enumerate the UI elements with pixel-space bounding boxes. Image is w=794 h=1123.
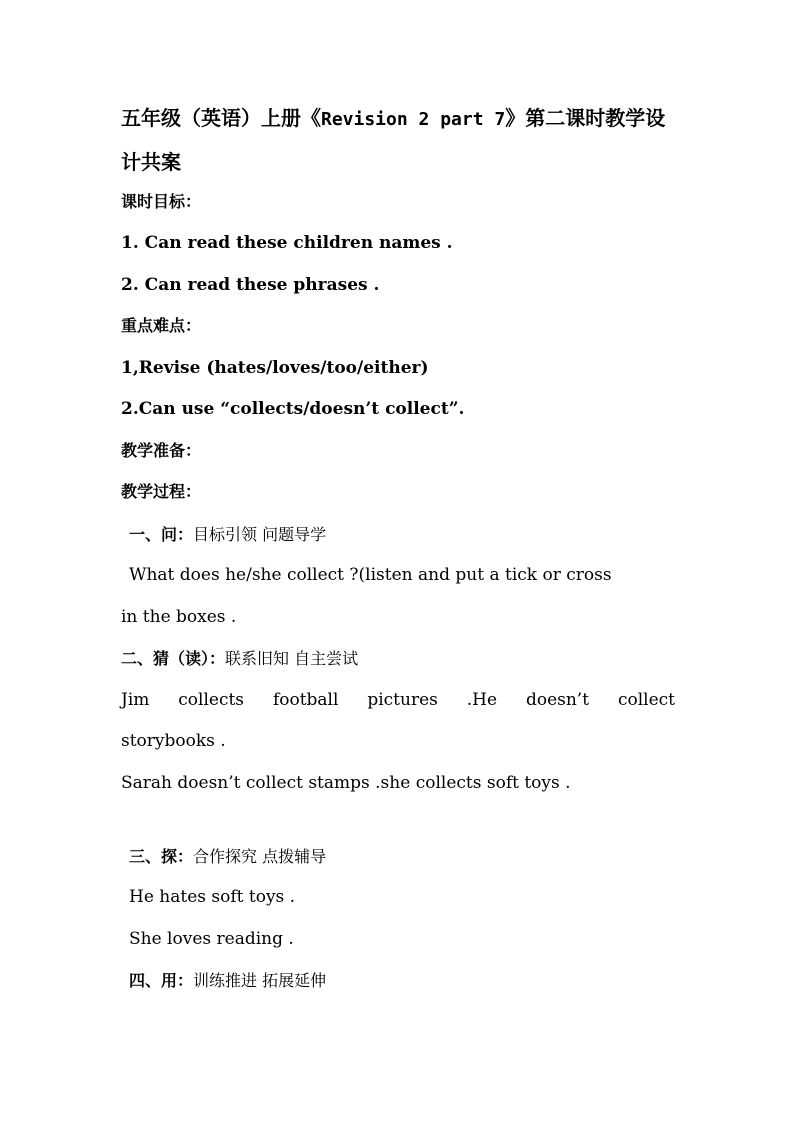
step-2-label: 二、猜（读）：	[121, 649, 226, 668]
process-heading: 教学过程：	[121, 482, 202, 501]
step-1-heading	[129, 522, 326, 547]
step-2-word: collects	[178, 690, 245, 710]
step-3-label: 三、探：	[129, 847, 194, 866]
step-2-word: football	[272, 690, 339, 710]
objective-2: 2. Can read these phrases .	[121, 275, 380, 295]
step-3-description: 合作探究 点拨辅导	[193, 847, 327, 866]
key-point-1: 1,Revise (hates/loves/too/either)	[121, 358, 429, 378]
step-1-label: 一、问：	[129, 525, 194, 544]
step-3-text-line-1: He hates soft toys .	[129, 887, 296, 907]
title-suffix: 》第二课时教学设计共案	[121, 106, 666, 174]
step-2-word: Jim	[121, 690, 150, 710]
step-3-heading	[129, 844, 326, 869]
step-2-heading	[121, 646, 358, 671]
step-3-text-line-2: She loves reading .	[129, 929, 294, 949]
step-2-word: doesn’t	[525, 690, 590, 710]
step-1-text-line-2: in the boxes .	[121, 607, 237, 627]
objectives-heading: 课时目标：	[121, 192, 202, 211]
step-2-word: pictures	[367, 690, 438, 710]
key-points-heading: 重点难点：	[121, 316, 202, 335]
preparation-heading: 教学准备：	[121, 441, 202, 460]
title-prefix: 五年级（英语）上册《	[121, 106, 321, 130]
objective-1: 1. Can read these children names .	[121, 233, 453, 253]
step-1-description: 目标引领 问题导学	[193, 525, 327, 544]
step-4-label: 四、用：	[129, 971, 194, 990]
step-4-heading	[129, 968, 326, 993]
step-2-text-line-3: Sarah doesn’t collect stamps .she collects soft toys .	[121, 773, 571, 793]
step-4-description: 训练推进 拓展延伸	[193, 971, 327, 990]
key-point-2: 2.Can use “collects/doesn’t collect”.	[121, 399, 465, 419]
step-2-word: .He	[466, 690, 498, 710]
step-1-text-line-1: What does he/she collect ?(listen and put a tick or cross	[129, 565, 612, 585]
step-2-text-line-2: storybooks .	[121, 731, 226, 751]
step-2-text-line-1	[121, 688, 675, 712]
step-2-description: 联系旧知 自主尝试	[225, 649, 359, 668]
step-2-word: collect	[617, 690, 675, 710]
document-title	[121, 97, 677, 183]
title-lesson-name: Revision 2 part 7	[321, 109, 506, 130]
